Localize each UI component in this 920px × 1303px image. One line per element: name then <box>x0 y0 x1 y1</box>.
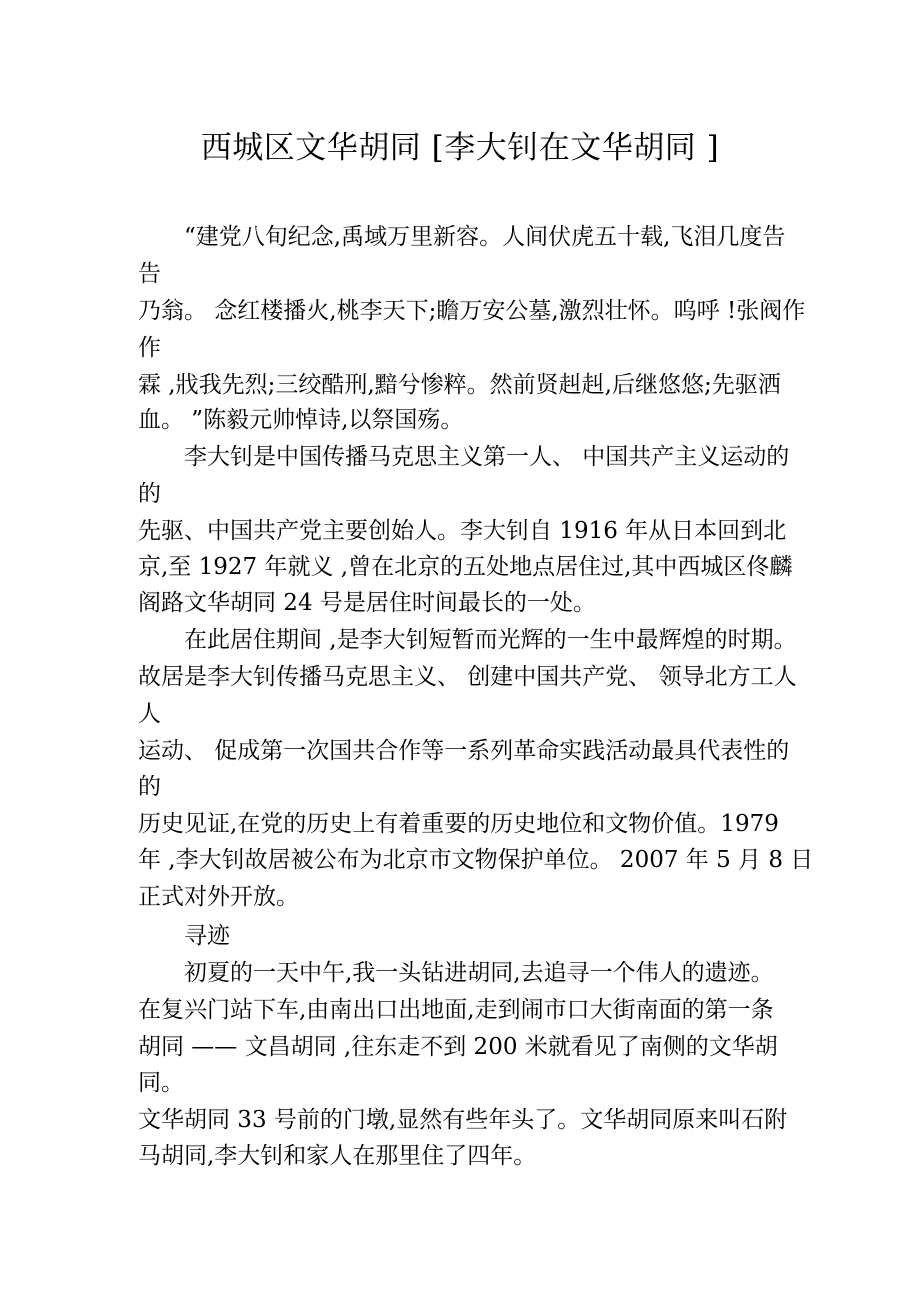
text-line: 阁路文华胡同 24 号是居住时间最长的一处。 <box>138 590 596 616</box>
text-line: 在复兴门站下车,由南出口出地面,走到闹市口大街南面的第一条 <box>138 997 774 1023</box>
text-line: 霖 ,戕我先烈;三绞酷刑,黯兮惨粹。然前贤赳赳,后继悠悠;先驱洒 <box>138 372 781 398</box>
text-line: 先驱、中国共产党主要创始人。李大钊自 1916 年从日本回到北 <box>138 518 787 544</box>
section-heading: 寻迹 <box>184 923 230 949</box>
text-line: 运动、 促成第一次国共合作等一系列革命实践活动最具代表性的 <box>138 738 790 764</box>
text-line: 血。 ”陈毅元帅悼诗,以祭国殇。 <box>138 407 464 433</box>
text-line: 初夏的一天中午,我一头钻进胡同,去追寻一个伟人的遗迹。 <box>184 960 774 986</box>
text-line: 正式对外开放。 <box>138 884 299 910</box>
text-line: 李大钊是中国传播马克思主义第一人、 中国共产主义运动的 <box>184 444 790 470</box>
text-line: 年 ,李大钊故居被公布为北京市文物保护单位。 2007 年 5 月 8 日 <box>138 847 814 873</box>
document-title: 西城区文华胡同 [李大钊在文华胡同 ] <box>200 130 720 166</box>
text-line-overflow: 告 <box>138 261 161 287</box>
text-line: 胡同 —— 文昌胡同 ,往东走不到 200 米就看见了南侧的文华胡 <box>138 1034 778 1060</box>
text-line: 马胡同,李大钊和家人在那里住了四年。 <box>138 1143 537 1169</box>
text-line: 历史见证,在党的历史上有着重要的历史地位和文物价值。1979 <box>138 811 779 837</box>
text-line: 在此居住期间 ,是李大钊短暂而光辉的一生中最辉煌的时期。 <box>184 627 797 653</box>
text-line: “建党八旬纪念,禹域万里新容。人间伏虎五十载,飞泪几度告 <box>184 224 786 250</box>
text-line: 故居是李大钊传播马克思主义、 创建中国共产党、 领导北方工人 <box>138 664 797 690</box>
text-line-overflow: 的 <box>138 481 161 507</box>
text-line: 乃翁。 念红楼播火,桃李天下;瞻万安公墓,激烈壮怀。呜呼 !张阀作 <box>138 298 806 324</box>
text-line: 同。 <box>138 1070 184 1096</box>
text-line-overflow: 人 <box>138 701 161 727</box>
text-line-overflow: 作 <box>138 335 161 361</box>
text-line-overflow: 的 <box>138 774 161 800</box>
text-line: 文华胡同 33 号前的门墩,显然有些年头了。文华胡同原来叫石附 <box>138 1107 788 1133</box>
text-line: 京,至 1927 年就义 ,曾在北京的五处地点居住过,其中西城区佟麟 <box>138 554 793 580</box>
